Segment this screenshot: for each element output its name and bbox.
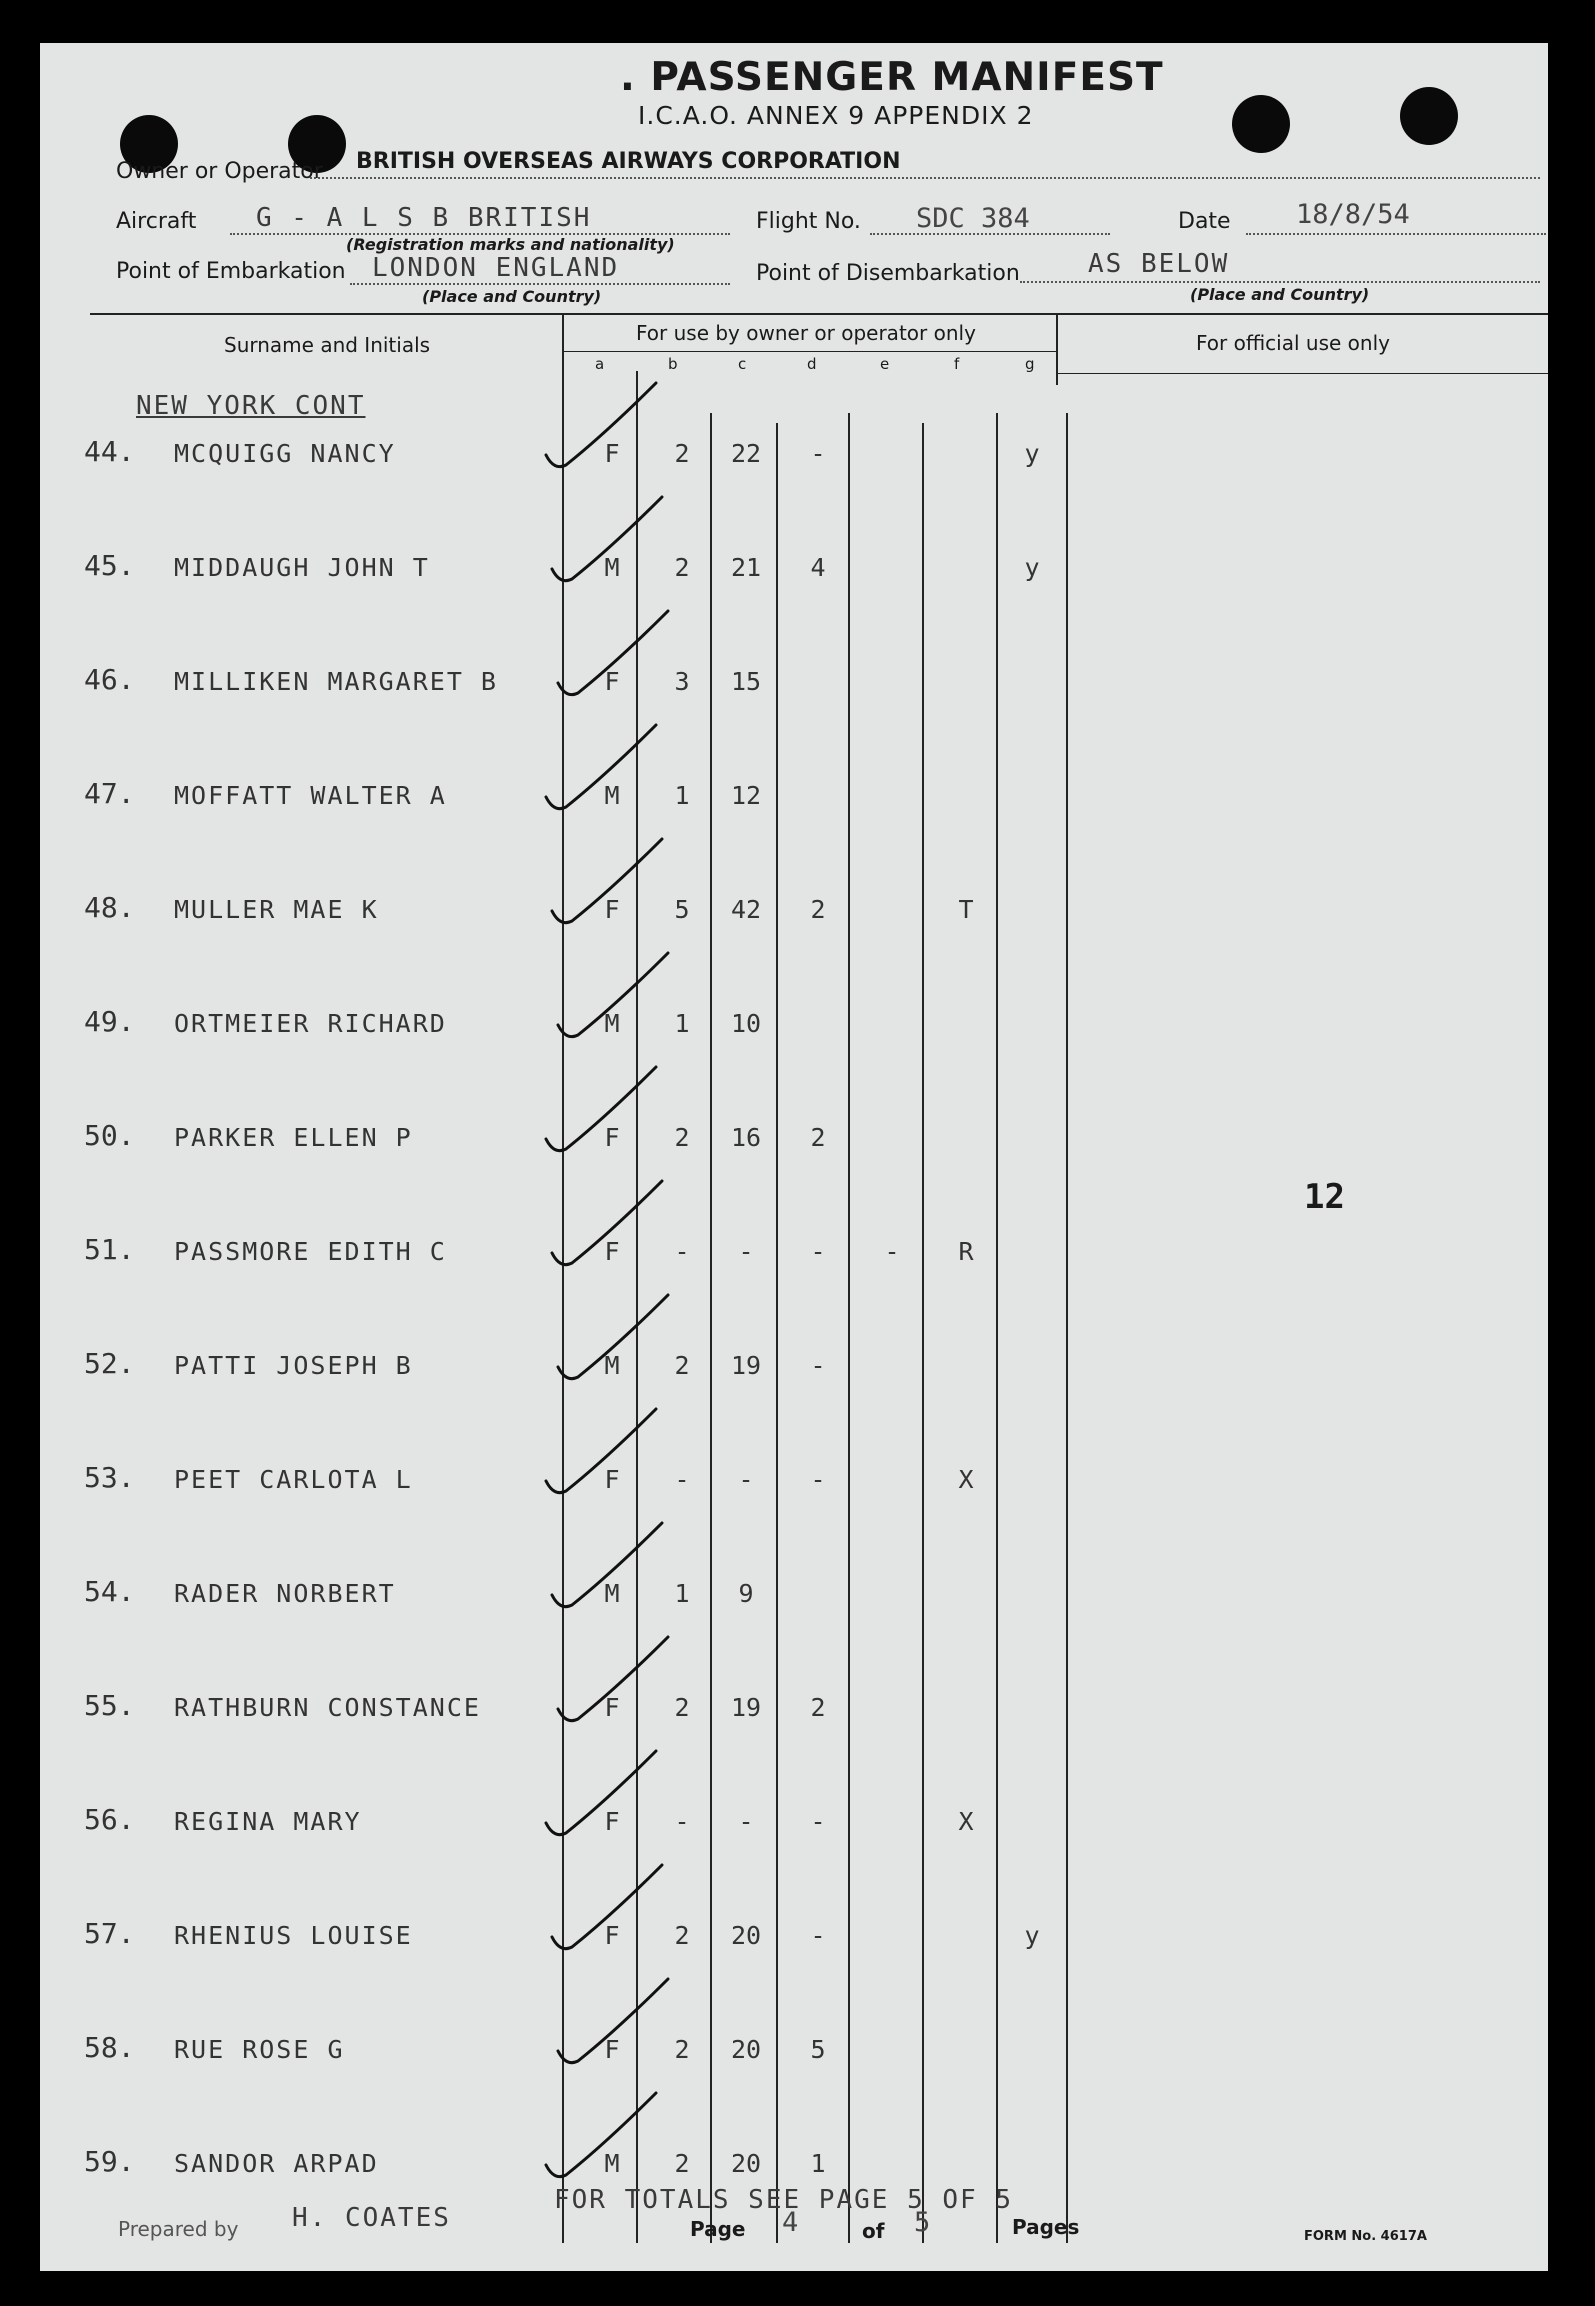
cell-d: -: [810, 1237, 826, 1266]
check-mark-icon: [552, 1865, 662, 1949]
row-number: 55.: [84, 1689, 135, 1722]
cell-f: X: [958, 1807, 974, 1836]
cell-g: y: [1024, 553, 1040, 582]
form-title: . PASSENGER MANIFEST: [620, 55, 1164, 100]
row-number: 59.: [84, 2145, 135, 2178]
check-mark-icon: [546, 383, 656, 467]
registration-note: (Registration marks and nationality): [346, 235, 675, 254]
prepared-by-value: H. COATES: [292, 2203, 451, 2233]
check-mark-icon: [546, 1409, 656, 1493]
aircraft-value: G - A L S B BRITISH: [256, 203, 592, 233]
cell-d: 5: [810, 2035, 826, 2064]
passenger-name: MILLIKEN MARGARET B: [174, 667, 498, 696]
passenger-name: PEET CARLOTA L: [174, 1465, 413, 1494]
cell-b: 5: [674, 895, 690, 924]
owner-use-header: For use by owner or operator only: [636, 321, 976, 345]
cell-d: 2: [810, 895, 826, 924]
embarkation-value: LONDON ENGLAND: [372, 253, 620, 283]
cell-b: 2: [674, 553, 690, 582]
row-number: 56.: [84, 1803, 135, 1836]
cell-g: y: [1024, 1921, 1040, 1950]
cell-c: 42: [730, 895, 762, 924]
cell-a: M: [604, 553, 620, 582]
cell-b: 1: [674, 1009, 690, 1038]
column-letter-b: b: [668, 355, 678, 373]
cell-b: 3: [674, 667, 690, 696]
cell-a: F: [604, 1237, 620, 1266]
column-letter-d: d: [807, 355, 817, 373]
row-number: 49.: [84, 1005, 135, 1038]
check-mark-icon: [552, 839, 662, 923]
date-label: Date: [1178, 209, 1231, 234]
cell-d: 4: [810, 553, 826, 582]
cell-d: -: [810, 1921, 826, 1950]
row-number: 46.: [84, 663, 135, 696]
passenger-name: SANDOR ARPAD: [174, 2149, 379, 2178]
cell-b: 2: [674, 2035, 690, 2064]
cell-a: F: [604, 1921, 620, 1950]
official-use-header: For official use only: [1196, 331, 1390, 355]
row-number: 54.: [84, 1575, 135, 1608]
check-mark-icon: [546, 725, 656, 809]
cell-a: F: [604, 1123, 620, 1152]
row-number: 51.: [84, 1233, 135, 1266]
of-label: of: [862, 2219, 885, 2243]
cell-b: 2: [674, 1351, 690, 1380]
place-country-note-left: (Place and Country): [422, 287, 602, 306]
cell-d: 2: [810, 1693, 826, 1722]
cell-c: 21: [730, 553, 762, 582]
continuation-note: NEW YORK CONT: [136, 391, 366, 421]
check-mark-icon: [558, 1979, 668, 2063]
cell-c: 10: [730, 1009, 762, 1038]
cell-b: 2: [674, 2149, 690, 2178]
cell-c: 12: [730, 781, 762, 810]
cell-a: F: [604, 2035, 620, 2064]
cell-f: R: [958, 1237, 974, 1266]
cell-c: 22: [730, 439, 762, 468]
cell-a: F: [604, 1693, 620, 1722]
cell-b: 2: [674, 439, 690, 468]
passenger-name: REGINA MARY: [174, 1807, 362, 1836]
row-number: 52.: [84, 1347, 135, 1380]
flight-value: SDC 384: [916, 203, 1030, 234]
row-number: 57.: [84, 1917, 135, 1950]
pages-label: Pages: [1012, 2215, 1080, 2239]
cell-c: 20: [730, 2149, 762, 2178]
check-mark-icon: [552, 1181, 662, 1265]
cell-a: M: [604, 781, 620, 810]
cell-b: 2: [674, 1693, 690, 1722]
cell-d: 2: [810, 1123, 826, 1152]
passenger-name: PARKER ELLEN P: [174, 1123, 413, 1152]
aircraft-label: Aircraft: [116, 209, 197, 234]
row-number: 47.: [84, 777, 135, 810]
cell-c: 9: [738, 1579, 754, 1608]
column-letter-g: g: [1025, 355, 1035, 373]
row-number: 50.: [84, 1119, 135, 1152]
row-number: 48.: [84, 891, 135, 924]
cell-b: 1: [674, 781, 690, 810]
cell-b: 2: [674, 1123, 690, 1152]
passenger-name: MOFFATT WALTER A: [174, 781, 447, 810]
cell-c: 19: [730, 1693, 762, 1722]
cell-d: -: [810, 439, 826, 468]
cell-c: -: [738, 1465, 754, 1494]
cell-d: 1: [810, 2149, 826, 2178]
cell-a: M: [604, 1351, 620, 1380]
surname-column-header: Surname and Initials: [224, 333, 431, 357]
check-mark-icon: [552, 1523, 662, 1607]
row-number: 58.: [84, 2031, 135, 2064]
cell-a: F: [604, 1465, 620, 1494]
prepared-by-label: Prepared by: [118, 2217, 239, 2241]
flight-label: Flight No.: [756, 209, 861, 234]
manifest-sheet: [40, 43, 1548, 2271]
row-number: 44.: [84, 435, 135, 468]
cell-a: F: [604, 667, 620, 696]
cell-g: y: [1024, 439, 1040, 468]
owner-value: BRITISH OVERSEAS AIRWAYS CORPORATION: [356, 149, 901, 174]
cell-c: 19: [730, 1351, 762, 1380]
row-number: 45.: [84, 549, 135, 582]
passenger-name: MCQUIGG NANCY: [174, 439, 396, 468]
passenger-name: MULLER MAE K: [174, 895, 379, 924]
column-letter-c: c: [738, 355, 747, 373]
passenger-name: RADER NORBERT: [174, 1579, 396, 1608]
cell-e: -: [884, 1237, 900, 1266]
form-subtitle: I.C.A.O. ANNEX 9 APPENDIX 2: [638, 101, 1034, 130]
page-number: 4: [782, 2207, 799, 2238]
cell-f: X: [958, 1465, 974, 1494]
cell-a: F: [604, 895, 620, 924]
passenger-name: PATTI JOSEPH B: [174, 1351, 413, 1380]
cell-c: -: [738, 1807, 754, 1836]
cell-d: -: [810, 1807, 826, 1836]
cell-f: T: [958, 895, 974, 924]
check-mark-icon: [546, 1751, 656, 1835]
check-mark-icon: [558, 1637, 668, 1721]
cell-b: -: [674, 1807, 690, 1836]
column-letter-f: f: [954, 355, 960, 373]
passenger-name: RUE ROSE G: [174, 2035, 345, 2064]
totals-note: FOR TOTALS SEE PAGE 5 OF 5: [554, 2185, 1013, 2215]
cell-b: -: [674, 1237, 690, 1266]
cell-d: -: [810, 1351, 826, 1380]
cell-a: M: [604, 1579, 620, 1608]
check-mark-icon: [558, 1295, 668, 1379]
cell-d: -: [810, 1465, 826, 1494]
cell-b: 2: [674, 1921, 690, 1950]
passenger-name: MIDDAUGH JOHN T: [174, 553, 430, 582]
passenger-name: RHENIUS LOUISE: [174, 1921, 413, 1950]
check-mark-icon: [558, 611, 668, 695]
passenger-name: RATHBURN CONSTANCE: [174, 1693, 481, 1722]
form-number: FORM No. 4617A: [1304, 2229, 1427, 2244]
check-mark-icon: [552, 497, 662, 581]
check-mark-icon: [546, 2093, 656, 2177]
page-label: Page: [690, 2217, 746, 2241]
check-mark-icon: [558, 953, 668, 1037]
passenger-name: PASSMORE EDITH C: [174, 1237, 447, 1266]
cell-c: 20: [730, 2035, 762, 2064]
check-marks: [40, 43, 1548, 2271]
cell-c: -: [738, 1237, 754, 1266]
cell-a: F: [604, 1807, 620, 1836]
row-number: 53.: [84, 1461, 135, 1494]
disembarkation-label: Point of Disembarkation: [756, 261, 1020, 286]
embarkation-label: Point of Embarkation: [116, 259, 346, 284]
official-count: 12: [1304, 1177, 1345, 1217]
cell-a: F: [604, 439, 620, 468]
total-pages: 5: [914, 2207, 931, 2238]
column-letter-e: e: [880, 355, 890, 373]
column-letter-a: a: [595, 355, 605, 373]
cell-b: 1: [674, 1579, 690, 1608]
disembarkation-value: AS BELOW: [1088, 249, 1230, 279]
cell-a: M: [604, 1009, 620, 1038]
owner-label: Owner or Operator: [116, 159, 323, 184]
cell-c: 15: [730, 667, 762, 696]
cell-c: 16: [730, 1123, 762, 1152]
passenger-name: ORTMEIER RICHARD: [174, 1009, 447, 1038]
cell-c: 20: [730, 1921, 762, 1950]
cell-a: M: [604, 2149, 620, 2178]
check-mark-icon: [546, 1067, 656, 1151]
cell-b: -: [674, 1465, 690, 1494]
place-country-note-right: (Place and Country): [1190, 285, 1370, 304]
date-value: 18/8/54: [1296, 199, 1410, 230]
